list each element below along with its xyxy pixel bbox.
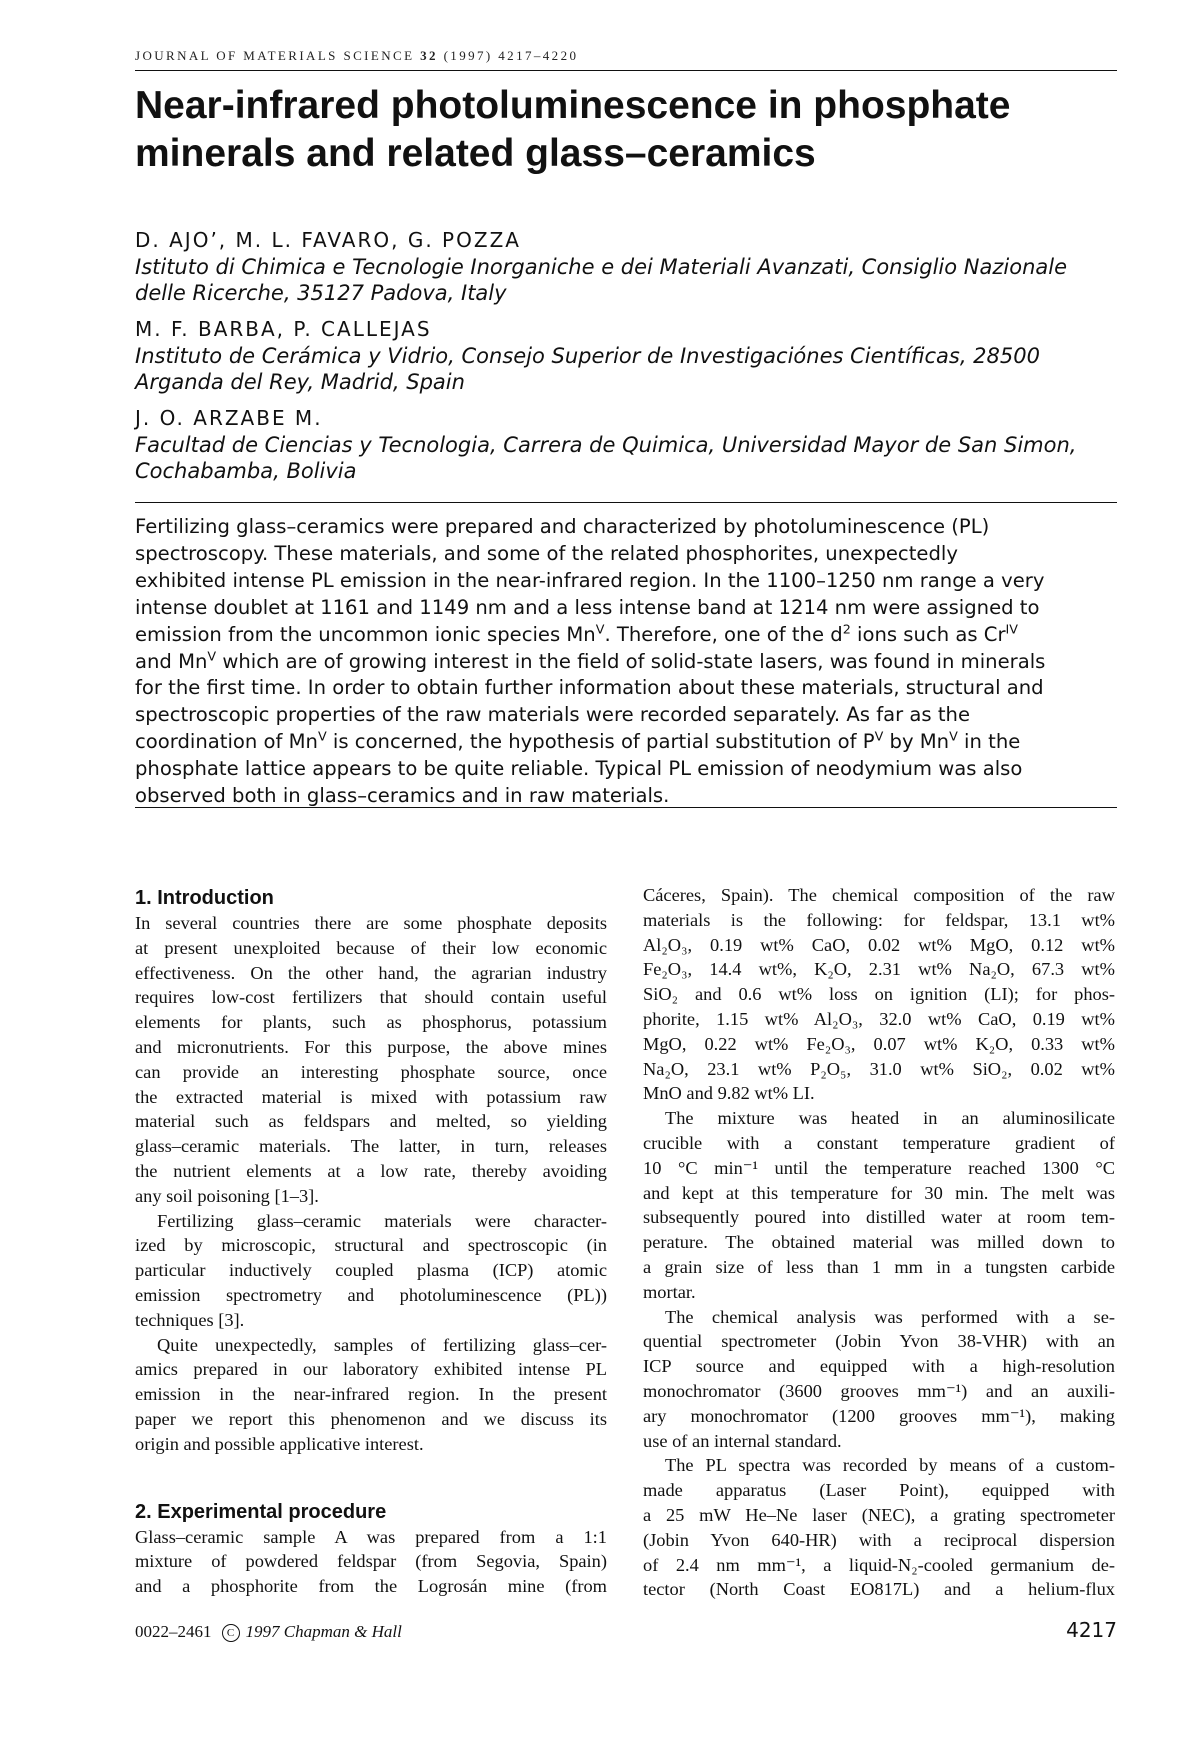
abstract-text: in the [957,730,1021,754]
text-line: 10 °C min⁻¹ until the temperature reached 1300 °C [643,1157,1115,1178]
text-line: (Jobin Yvon 640-HR) with a reciprocal dispersion [643,1529,1115,1550]
text-line: ary monochromator (1200 grooves mm⁻¹), making [643,1405,1115,1426]
superscript: 2 [842,622,851,638]
text-line: In several countries there are some phosphate deposits [135,913,607,933]
abstract-text: . Therefore, one of the d [604,622,843,646]
superscript: V [949,729,958,745]
author-names: J. O. ARZABE M. [135,406,323,430]
abstract-line: phosphate lattice appears to be quite reliable. Typical PL emission of neodymium was also [135,757,1023,781]
abstract-text: and Mn [135,649,208,673]
abstract-text: which are of growing interest in the field of solid-state lasers, was found in minerals [216,649,1046,673]
text-line: Cáceres, Spain). The chemical composition of the raw [643,885,1115,905]
affiliation-line: Facultad de Ciencias y Tecnologia, Carrera de Quimica, Universidad Mayor de San Simon, [135,433,1077,457]
text-line: The chemical analysis was performed with a se- [665,1306,1115,1327]
text-line: elements for plants, such as phosphorus, potassium [135,1012,607,1033]
abstract-text: by Mn [883,730,950,754]
abstract-line: exhibited intense PL emission in the near-infrared region. In the 1100–1250 nm range a very [135,568,1045,592]
text-line: Na₂O, 23.1 wt% P₂O₅, 31.0 wt% SiO₂, 0.02 wt% [643,1058,1115,1079]
affiliation-line: Cochabamba, Bolivia [135,459,357,483]
text-line: Glass–ceramic sample A was prepared from a 1:1 [135,1526,607,1547]
article-title [135,82,1117,178]
paragraph [135,911,607,1209]
author-group-1 [135,226,1117,306]
journal-year-pages: (1997) 4217–4220 [443,48,579,63]
text-line: the extracted material is mixed with potassium raw [135,1086,607,1107]
text-line: and kept at this temperature for 30 min. The melt was [643,1182,1115,1203]
section-heading-experimental: 2. Experimental procedure [135,1500,387,1523]
superscript: IV [1005,622,1019,638]
paragraph [135,1333,607,1457]
author-names: M. F. BARBA, P. CALLEJAS [135,317,432,341]
abstract-line: spectroscopic properties of the raw materials were recorded separately. As far as the [135,703,971,727]
author-group-3 [135,404,1117,484]
text-line: ICP source and equipped with a high-resolution [643,1356,1115,1377]
text-line: can provide an interesting phosphate source, once [135,1061,607,1082]
superscript: V [317,729,327,745]
page-number: 4217 [1066,1618,1117,1642]
text-line: emission in the near-infrared region. In the present [135,1384,607,1405]
text-line: origin and possible applicative interest. [135,1433,424,1454]
abstract-rule-bottom [135,807,1117,808]
abstract-text: coordination of Mn [135,730,318,754]
text-line: a grain size of less than 1 mm in a tungsten carbide [643,1256,1115,1277]
journal-volume: 32 [420,48,438,63]
text-line: Quite unexpectedly, samples of fertilizing glass–cer- [157,1334,607,1355]
author-names: D. AJO’, M. L. FAVARO, G. POZZA [135,228,521,252]
text-line: perature. The obtained material was milled down to [643,1232,1115,1253]
issn: 0022–2461 [135,1622,212,1641]
text-line: amics prepared in our laboratory exhibited intense PL [135,1359,607,1380]
text-line: subsequently poured into distilled water at room tem- [643,1207,1115,1228]
text-line: and a phosphorite from the Logrosán mine (from [135,1576,607,1597]
abstract-text: emission from the uncommon ionic species Mn [135,622,596,646]
text-line: tector (North Coast EO817L) and a helium-flux [643,1579,1115,1600]
text-line: materials is the following: for feldspar, 13.1 wt% [643,909,1115,930]
text-line: mixture of powdered feldspar (from Segovia, Spain) [135,1551,607,1572]
text-line: MgO, 0.22 wt% Fe₂O₃, 0.07 wt% K₂O, 0.33 wt% [643,1033,1115,1054]
text-line: the nutrient elements at a low rate, thereby avoiding [135,1160,607,1181]
left-column [135,885,607,1599]
footer-copyright [135,1622,402,1642]
text-line: quential spectrometer (Jobin Yvon 38-VHR) with an [643,1331,1115,1352]
abstract-line: Fertilizing glass–ceramics were prepared and characterized by photoluminescence (PL) [135,515,990,538]
text-line: any soil poisoning [1–3]. [135,1185,319,1206]
paragraph [643,1106,1115,1304]
text-line: Fe₂O₃, 14.4 wt%, K₂O, 2.31 wt% Na₂O, 67.3 wt% [643,959,1115,980]
text-line: mortar. [643,1281,696,1302]
author-group-2 [135,315,1117,395]
abstract [135,514,1117,810]
affiliation-line: Instituto de Cerámica y Vidrio, Consejo Superior de Investigaciónes Científicas, 28500 [135,344,1040,368]
header-rule [135,70,1117,71]
abstract-line: spectroscopy. These materials, and some of the related phosphorites, unexpectedly [135,541,958,565]
text-line: material such as feldspars and melted, so yielding [135,1111,607,1132]
abstract-line: for the first time. In order to obtain further information about these materials, structural and [135,676,1044,700]
paragraph [135,1525,607,1599]
text-line: made apparatus (Laser Point), equipped with [643,1480,1115,1501]
journal-running-header [135,48,1117,64]
text-line: ized by microscopic, structural and spectroscopic (in [135,1235,607,1256]
text-line: particular inductively coupled plasma (ICP) atomic [135,1260,607,1281]
text-line: emission spectrometry and photoluminescence (PL)) [135,1284,607,1305]
author-affiliation [135,254,1117,306]
text-line: crucible with a constant temperature gradient of [643,1132,1115,1153]
affiliation-line: Arganda del Rey, Madrid, Spain [135,370,465,394]
abstract-line: observed both in glass–ceramics and in raw materials. [135,784,670,808]
paragraph [135,1209,607,1333]
paragraph [643,1305,1115,1454]
text-line: glass–ceramic materials. The latter, in turn, releases [135,1136,607,1157]
text-line: and micronutrients. For this purpose, the above mines [135,1036,607,1057]
abstract-line [135,729,1117,756]
affiliation-line: delle Ricerche, 35127 Padova, Italy [135,281,507,305]
text-line: The PL spectra was recorded by means of a custom- [665,1455,1115,1476]
abstract-text: is concerned, the hypothesis of partial substitution of P [326,730,875,754]
text-line: SiO₂ and 0.6 wt% loss on ignition (LI); for phos- [643,984,1115,1005]
text-line: of 2.4 nm mm⁻¹, a liquid-N₂-cooled germanium de- [643,1554,1115,1575]
text-line: Fertilizing glass–ceramic materials were character- [157,1210,607,1231]
journal-name: JOURNAL OF MATERIALS SCIENCE [135,48,415,63]
text-line: at present unexploited because of their low economic [135,937,607,958]
paragraph [643,883,1115,1106]
affiliation-line: Istituto di Chimica e Tecnologie Inorganiche e dei Materiali Avanzati, Consiglio Nazionale [135,255,1067,279]
title-line-2: minerals and related glass–ceramics [135,132,816,175]
abstract-text: ions such as Cr [850,622,1006,646]
section-gap [135,1457,607,1499]
right-column [643,883,1115,1602]
text-line: use of an internal standard. [643,1430,842,1451]
copyright-icon: C [222,1624,240,1642]
text-line: The mixture was heated in an aluminosilicate [665,1108,1115,1129]
authors-block [135,226,1117,493]
text-line: requires low-cost fertilizers that should contain useful [135,987,607,1008]
text-line: paper we report this phenomenon and we discuss its [135,1408,607,1429]
paragraph [643,1453,1115,1602]
title-line-1: Near-infrared photoluminescence in phosphate [135,84,1011,127]
abstract-line [135,622,1117,649]
text-line: Al₂O₃, 0.19 wt% CaO, 0.02 wt% MgO, 0.12 wt% [643,934,1115,955]
author-affiliation [135,343,1117,395]
text-line: monochromator (3600 grooves mm⁻¹) and an auxili- [643,1380,1115,1401]
superscript: V [207,649,217,664]
text-line: effectiveness. On the other hand, the agrarian industry [135,962,607,983]
section-heading-introduction: 1. Introduction [135,887,274,909]
author-affiliation [135,432,1117,484]
abstract-line [135,649,1117,676]
superscript: V [874,729,884,745]
publisher: 1997 Chapman & Hall [245,1622,402,1641]
abstract-line: intense doublet at 1161 and 1149 nm and a less intense band at 1214 nm were assigned to [135,595,1040,619]
text-line: techniques [3]. [135,1309,245,1330]
text-line: phorite, 1.15 wt% Al₂O₃, 32.0 wt% CaO, 0.19 wt% [643,1008,1115,1029]
text-line: MnO and 9.82 wt% LI. [643,1083,815,1104]
abstract-rule-top [135,502,1117,503]
superscript: V [595,622,605,638]
text-line: a 25 mW He–Ne laser (NEC), a grating spectrometer [643,1504,1115,1525]
